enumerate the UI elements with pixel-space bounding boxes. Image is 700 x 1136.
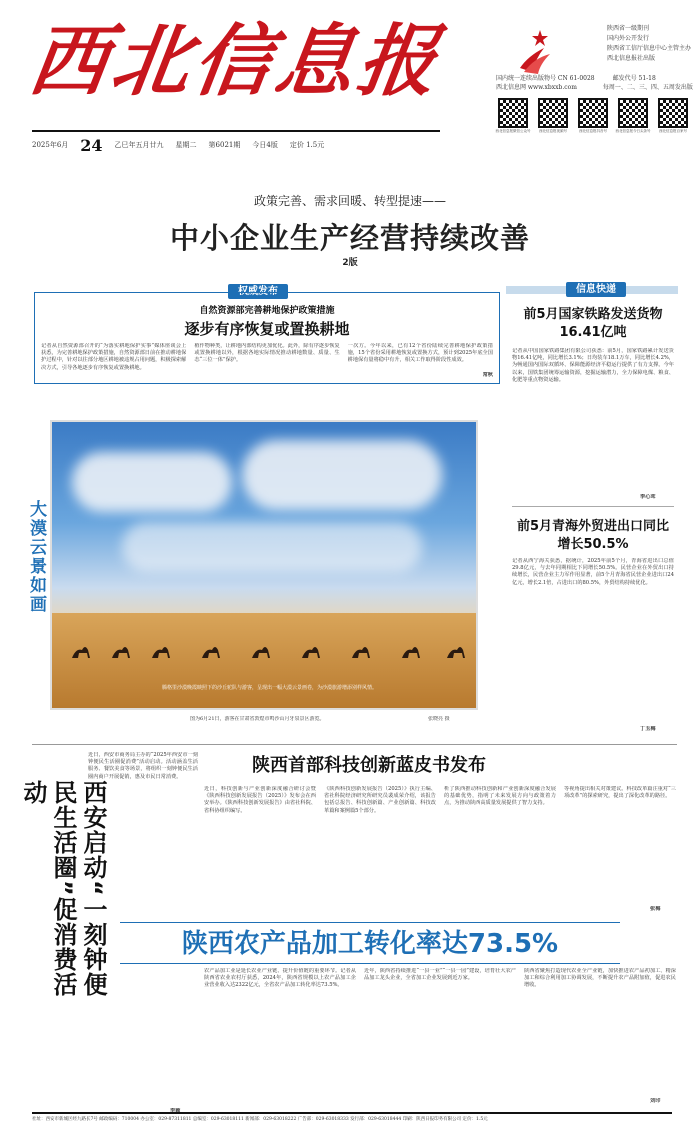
photographer: 张晓亮 摄	[428, 716, 450, 722]
star-logo-icon	[514, 28, 552, 76]
lead-headline: 中小企业生产经营持续改善	[169, 221, 530, 255]
photo-credit: 图为6月21日，游客在甘肃省敦煌市鸣沙山月牙泉景区游览。	[190, 716, 325, 722]
tech-col: 《陕西科技创新发展报告（2025）》执行主编、省社科院经济研究所研究员裴成荣介绍，该报告包括总报告、科技创新篇、产业创新篇、科技改革篇和案例篇5个部分。	[324, 786, 436, 814]
dateline-lunar: 乙巳年五月廿九	[114, 141, 164, 149]
west-byline: 李颖	[170, 1108, 181, 1114]
publication-days: 每周一、二、三、四、五周发出版	[602, 84, 693, 91]
publication-info	[440, 18, 695, 158]
authority-byline: 常秋	[482, 371, 493, 378]
footer: 社址：西安市新城区经九路长7号 邮政编码：710004 办公室：029-87311811 总编室：029-63018111 新闻部：029-63018222 广告部：029-63018333 发行部：029-63018444 印刷：陕西日报印务有限公司 定价：1.5元	[32, 1112, 672, 1124]
info-article2-headline: 前5月青海外贸进出口同比增长50.5%	[516, 519, 670, 552]
qr-code[interactable]: 西北信息报微信公众号	[496, 98, 530, 136]
agri-byline: 刘印	[650, 1098, 661, 1104]
info-article1-byline: 李心茸	[640, 494, 656, 500]
info-line: 国内外公开发行	[606, 35, 649, 42]
qr-code[interactable]: 西北信息报抖音号	[576, 98, 610, 136]
publication-info-list	[607, 24, 691, 64]
tech-headline: 陕西首部科技创新蓝皮书发布	[252, 755, 486, 776]
authority-headline: 逐步有序恢复或置换耕地	[184, 320, 350, 338]
lead-see-page: 2版	[342, 258, 358, 268]
agri-article	[204, 968, 676, 1104]
info-article2-text: 记者从西宁海关获悉，据统计，2025年前5个月，青海省进出口总值29.8亿元，与去年同期相比下同增长50.5%。民营企业在外贸出口持续增长，民营企业主力军作用显著，前5个月青海省民营企业进出口24亿元，增长2.1倍，占进出口的80.5%，外贸结构持续优化。	[512, 558, 674, 586]
qr-code-row	[496, 98, 690, 136]
website: 西北信息网 www.xbxxb.com	[496, 84, 577, 91]
info-line: 西北信息报社出版	[606, 55, 655, 62]
tech-col: 等视角提出相关对策建议。科技改革篇注重对“三项改革”的探索研究，提出了深化改革的路径。	[564, 786, 676, 800]
dateline-pages: 今日4版	[252, 141, 278, 149]
info-line: 陕西省一级期刊	[606, 25, 649, 32]
qr-code-icon	[658, 98, 688, 128]
qr-code-icon	[618, 98, 648, 128]
qr-code[interactable]: 西北信息报百家号	[656, 98, 690, 136]
authority-article	[34, 292, 500, 384]
desert-photo	[50, 420, 478, 710]
agri-col: 陕西省聚焦打造现代农业全产业链，加快推进农产品初加工、精深加工和综合利用加工协调发展，不断提升农产品附加值，促进农民增收。	[524, 968, 676, 989]
publication-codes	[496, 74, 693, 92]
info-article1-text: 记者从中国国家铁路集团有限公司获悉：前5月，国家铁路累计发送货物16.41亿吨，同比增长3.1%；日均装车18.1万车，同比增长4.2%，为畅通国内国际双循环、保障能源经济平稳运行提供了有力支撑。今年以来，国铁集团统筹运输资源，挖掘运输潜力，全力保障电煤、粮食、化肥等重点物资运输。	[512, 348, 674, 383]
info-line: 陕西省工信厅信息中心主管主办	[606, 45, 691, 52]
dateline-year-month: 2025年6月	[32, 141, 69, 149]
authority-tag: 权威发布	[228, 284, 288, 299]
agri-col: 农产品加工业是延长农业产业链、提升价值链的重要环节。记者从陕西省农业农村厅获悉，2024年，陕西省规模以上农产品加工企业营业收入达2322亿元，全省农产品加工转化率达73.5%。	[204, 968, 356, 989]
masthead-logo: 西北信息报	[23, 16, 447, 107]
photo-title: 大漠云景如画	[26, 500, 46, 614]
tech-article	[204, 786, 676, 914]
qr-code-icon	[498, 98, 528, 128]
agri-headline: 陕西农产品加工转化率达73.5%	[120, 922, 620, 964]
qr-code-icon	[538, 98, 568, 128]
cn-number: 国内统一连续出版物号 CN 61-0028	[496, 75, 595, 82]
dateline-price: 定价 1.5元	[289, 141, 325, 149]
qr-code-icon	[578, 98, 608, 128]
agri-col: 近年，陕西省持续推进“一县一业”“一县一园”建设，培育壮大农产品加工龙头企业，全省加工企业发展到近万家。	[364, 968, 516, 982]
info-article1-headline: 前5月国家铁路发送货物16.41亿吨	[523, 307, 663, 340]
tech-col: 析了陕西推动科技创新和产业创新深度融合发展的基础优势，指明了未来发展方向与政策着力点，为推动陕西高质量发展提供了智力支持。	[444, 786, 556, 807]
dateline	[32, 134, 452, 156]
authority-col: 植作物种类，让耕地内部结构更加优化。此外，除有序逐步恢复或置换耕地以外，根据各地实际情况推动耕地数量、质量、生态“三位一体”保护。	[194, 343, 340, 364]
lead-kicker: 政策完善、需求回暖、转型提速——	[253, 194, 446, 208]
dateline-weekday: 星期二	[175, 141, 197, 149]
authority-col: 记者从自然资源部召开的“为落实耕地保护实事”媒体座谈会上获悉，为完善耕地保护政策措施，自然资源部日前在推动耕地保护过程中，针对以往部分地区耕地被违规占用问题，积极探索解决方式，引导各地逐步有序恢复或置换耕地。	[41, 343, 187, 371]
postal-code: 邮发代号 51-18	[612, 75, 656, 82]
photo-caption: 腾格里沙漠晚霞映照下的沙丘驼队与游客，呈现出一幅大漠云景画卷，为沙漠旅游增添别样风情。	[162, 685, 378, 691]
camel-caravan-icon	[52, 628, 478, 668]
info-article2-byline: 丁玉梅	[640, 726, 656, 732]
tech-byline: 张梅	[650, 906, 661, 912]
masthead-rule	[32, 130, 440, 132]
authority-kicker: 自然资源部完善耕地保护政策措施	[199, 306, 335, 316]
dateline-day: 24	[80, 135, 103, 155]
west-text: 近日，西安市商务局主办的“2025年西安市一刻钟便民生活圈促消费”活动启动。活动涵盖生活服务、餐饮美食等场景，将组织一刻钟便民生活圈内商户开展促销，惠及市民日常消费。	[88, 752, 198, 780]
west-headline: 西安启动“一刻钟便民生活圈”促消费活动	[19, 780, 107, 997]
qr-code[interactable]: 西北信息报今日头条号	[616, 98, 650, 136]
qr-code[interactable]: 西北信息报视频号	[536, 98, 570, 136]
dateline-issue: 第6021期	[208, 141, 241, 149]
info-tag: 信息快递	[566, 282, 626, 297]
tech-col: 近日，科技创新与产业创新深度融合研讨会暨《陕西科技创新发展报告（2025）》发布会在西安举办。《陕西科技创新发展报告》由省社科院、省科协组织编写。	[204, 786, 316, 814]
masthead	[23, 12, 447, 130]
authority-col: 一次方。今年以来，已有12个省份陆续完善耕地保护政策措施，15个省份采用耕地恢复或置换方式，预计到2025年底全国耕地保有量将稳中有升，相关工作取得阶段性成效。	[347, 343, 493, 364]
